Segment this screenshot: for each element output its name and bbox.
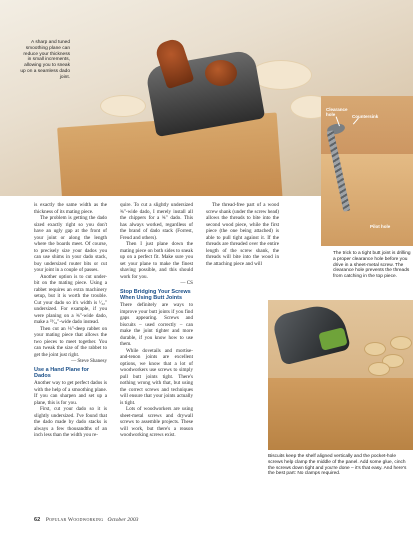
paragraph: Lots of woodworkers are using sheet-metal screws and drywall screws to assemble projects. These will work, but there's a reason woodworking screws exist. <box>120 406 193 439</box>
paragraph: There definitely are ways to improve your butt joints if you find gaps appearing. Screws and biscuits – used correctly – can make the joint tighter and more durable, if you know how to use them. <box>120 302 193 348</box>
paragraph: The problem is getting the dado sized exactly right so you don't have an ugly gap at the front of your joint or along the length where the boards meet. Of course, to precisely size your dados you can use shims in your dado stack, buy undersized router bits or cut your joint in a couple of passes. <box>34 215 107 273</box>
paragraph: First, cut your dado so it is slightly undersized. I've found that the dado made by dado stacks is always a few thousandths of an inch less than the width you re- <box>34 406 107 439</box>
clearance-hole-callout: Clearance hole <box>326 107 348 118</box>
author-signature: — CS <box>180 280 193 286</box>
magazine-title: Popular Woodworking <box>45 517 104 523</box>
wood-shaving <box>100 95 146 117</box>
paragraph: Another option is to cut under-bit on the mating piece. Using a rabbet requires an extra machinery setup, but it is worth the trouble. Cut your dado so it's width is ¹⁄₃₂" undersized. For example, if you were planing on a ¾"-wide dado, make a ²³⁄₃₂"-wide dado instead. <box>34 273 107 325</box>
section-heading: Stop Bridging Your Screws When Using Butt Joints <box>120 288 191 302</box>
paragraph: While dovetails and mortise-and-tenon joints are excellent options, we know that a lot of woodworkers use screws to simply pull butt joints tight. There's nothing wrong with that, but using the correct screws and techniques will ensure that your joints actually is tight. <box>120 347 193 406</box>
paragraph: The thread-free part of a wood screw shank (under the screw head) allows the threads to bite into the second wood piece, while the first piece (the one being attached) is able to pull tight against it. If the threads are threaded over the entire length of the screw shank, the threads will bite into the wood in the attaching piece and will <box>206 202 279 267</box>
paragraph: Then cut an ⅛"-deep rabbet on your mating piece that allows the two pieces to meet together. You can tweak the size of the rabbet to get the joint just right. <box>34 325 107 358</box>
biscuit-drill-photo <box>268 300 413 450</box>
biscuit <box>368 362 390 376</box>
text-column-1 <box>34 202 107 439</box>
paragraph: Then I just plane down the mating piece on both sides to sneak up on a perfect fit. Make sure you set your plane to make the finest shaving possible, and this should work for you. <box>120 241 193 280</box>
biscuit <box>364 342 386 356</box>
biscuit <box>390 336 412 350</box>
screw-caption: The trick to a tight butt joint is drilling a proper clearance hole before you drive in a sheet-metal screw. The clearance hole prevents the threads from catching in the top piece. <box>333 251 411 280</box>
paragraph: Another way to get perfect dados is with the help of a smoothing plane. If you can sharpen and set up a plane, this is for you. <box>34 380 107 406</box>
text-column-3 <box>206 202 279 267</box>
plane-caption: A sharp and tuned smoothing plane can reduce your thickness in small increments, allowing you to sneak up on a seamless dado joint. <box>20 40 70 80</box>
text-column-2 <box>120 202 193 439</box>
issue-date: October 2003 <box>107 517 139 523</box>
plane-knob <box>205 60 237 86</box>
paragraph: quire. To cut a slightly undersized ¾"-wide dado, I merely install all the chippers for a ¾" dado. This has always worked, regardless of the brand of dado stack (Forrest, Freud and others). <box>120 202 193 241</box>
section-heading: Use a Hand Plane for Dados <box>34 366 90 380</box>
pilot-hole-callout: Pilot hole <box>370 224 391 229</box>
countersink-callout: Countersink <box>352 114 379 119</box>
page-footer <box>34 517 234 524</box>
panel-board <box>268 378 413 450</box>
author-signature: — Steve Shanesy <box>71 358 107 364</box>
page-number: 62 <box>34 517 41 523</box>
biscuit-caption: Biscuits keep the shelf aligned vertically and the pocket-hole screws help clamp the middle of the panel. Add some glue, cinch the screws down tight and you're done – it's that easy. And here's the best part: No clamps required. <box>268 454 407 477</box>
paragraph: is exactly the same width as the thickness of its mating piece. <box>34 202 107 215</box>
